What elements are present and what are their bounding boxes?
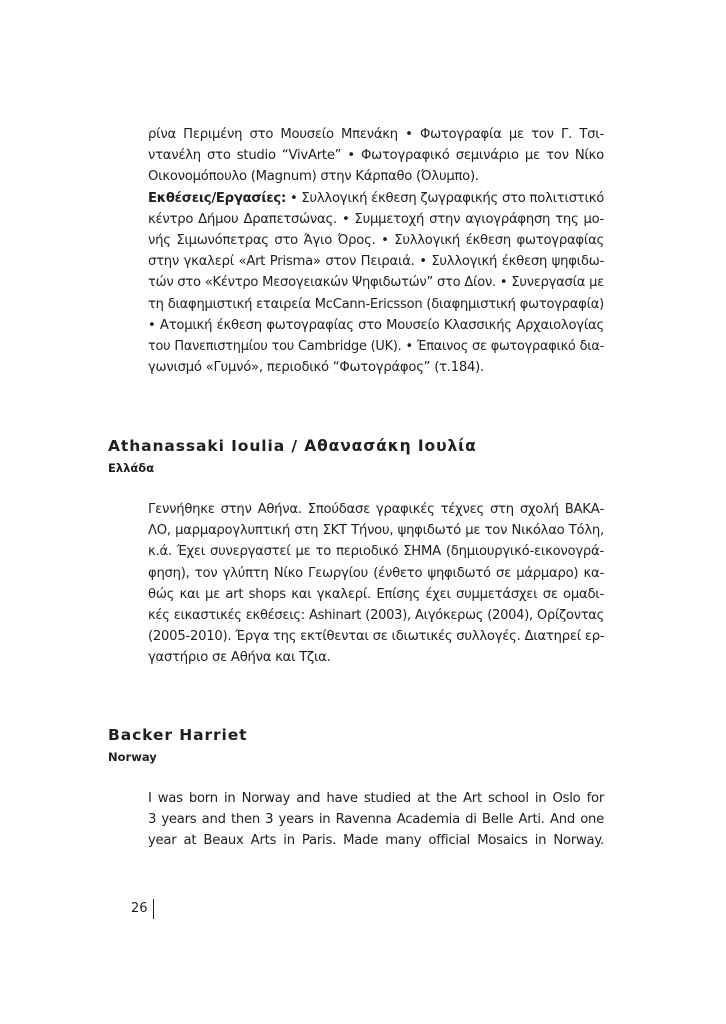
entry-bio	[148, 499, 604, 669]
text-line: (2005-2010). Έργα της εκτίθενται σε ιδιωτικές συλλογές. Διατηρεί ερ-	[148, 629, 605, 645]
text-line: I was born in Norway and have studied at the Art school in Oslo for	[148, 791, 604, 806]
entry-name: Athanassaki Ioulia / Αθανασάκη Ιουλία	[108, 437, 477, 455]
text-line: τών στο «Κέντρο Μεσογειακών Ψηφιδωτών” στο Δίον. • Συνεργασία με	[148, 275, 604, 291]
text-line: νής Σιμωνόπετρας στο Άγιο Όρος. • Συλλογική έκθεση φωτογραφίας	[148, 233, 604, 249]
text-line: θώς και με art shops και γκαλερί. Επίσης έχει συμμετάσχει σε ομαδι-	[148, 586, 604, 602]
text-line: ρίνα Περιμένη στο Μουσείο Μπενάκη • Φωτογραφία με τον Γ. Τσι-	[148, 127, 604, 142]
exhibitions-first-text: • Συλλογική έκθεση ζωγραφικής στο πολιτιστικό	[286, 190, 605, 206]
text-line: γαστήριο σε Αθήνα και Τζια.	[148, 650, 331, 666]
text-line: του Πανεπιστημίου του Cambridge (UK). • Έπαινος σε φωτογραφικό δια-	[148, 339, 604, 355]
text-line: κές εικαστικές εκθέσεις: Ashinart (2003), Αιγόκερως (2004), Ορίζοντας	[148, 608, 604, 624]
text-line: Γεννήθηκε στην Αθήνα. Σπούδασε γραφικές τέχνες στη σχολή ΒΑΚΑ-	[148, 502, 604, 517]
exhibitions-line	[148, 188, 604, 209]
text-line: γωνισμό «Γυμνό», περιοδικό “Φωτογράφος” (τ.184).	[148, 360, 484, 376]
text-line: year at Beaux Arts in Paris. Made many official Mosaics in Norway.	[148, 833, 604, 849]
text-line: ΛΟ, μαρμαρογλυπτική στη ΣΚΤ Τήνου, ψηφιδωτό με τον Νικόλαο Τόλη,	[148, 523, 604, 539]
entry-bio	[148, 788, 604, 852]
entry-country: Ελλάδα	[108, 461, 155, 475]
text-line: τη διαφημιστική εταιρεία McCann-Ericsson (διαφημιστική φωτογραφία)	[148, 296, 604, 312]
text-line: • Ατομική έκθεση φωτογραφίας στο Μουσείο Κλασσικής Αρχαιολογίας	[148, 317, 604, 333]
text-line: στην γκαλερί «Art Prisma» στον Πειραιά. • Συλλογική έκθεση ψηφιδω-	[148, 254, 604, 270]
entry-name: Backer Harriet	[108, 726, 248, 744]
continuation-paragraph	[148, 124, 604, 378]
text-line: κέντρο Δήμου Δραπετσώνας. • Συμμετοχή στην αγιογράφηση της μο-	[148, 211, 604, 227]
page-number: 26	[131, 899, 154, 919]
text-line: 3 years and then 3 years in Ravenna Academia di Belle Arti. And one	[148, 812, 604, 828]
text-line: ντανέλη στο studio “VivArte” • Φωτογραφικό σεμινάριο με τον Νίκο	[148, 148, 604, 164]
text-line: κ.ά. Έχει συνεργαστεί με το περιοδικό ΣΗΜΑ (δημιουργικό-εικονογρά-	[148, 544, 604, 560]
entry-country: Norway	[108, 750, 157, 764]
text-line: Οικονομόπουλο (Magnum) στην Κάρπαθο (Όλυμπο).	[148, 169, 479, 185]
exhibitions-label: Εκθέσεις/Εργασίες:	[148, 190, 286, 206]
text-line: φηση), τον γλύπτη Νίκο Γεωργίου (ένθετο ψηφιδωτό σε μάρμαρο) κα-	[148, 565, 604, 581]
